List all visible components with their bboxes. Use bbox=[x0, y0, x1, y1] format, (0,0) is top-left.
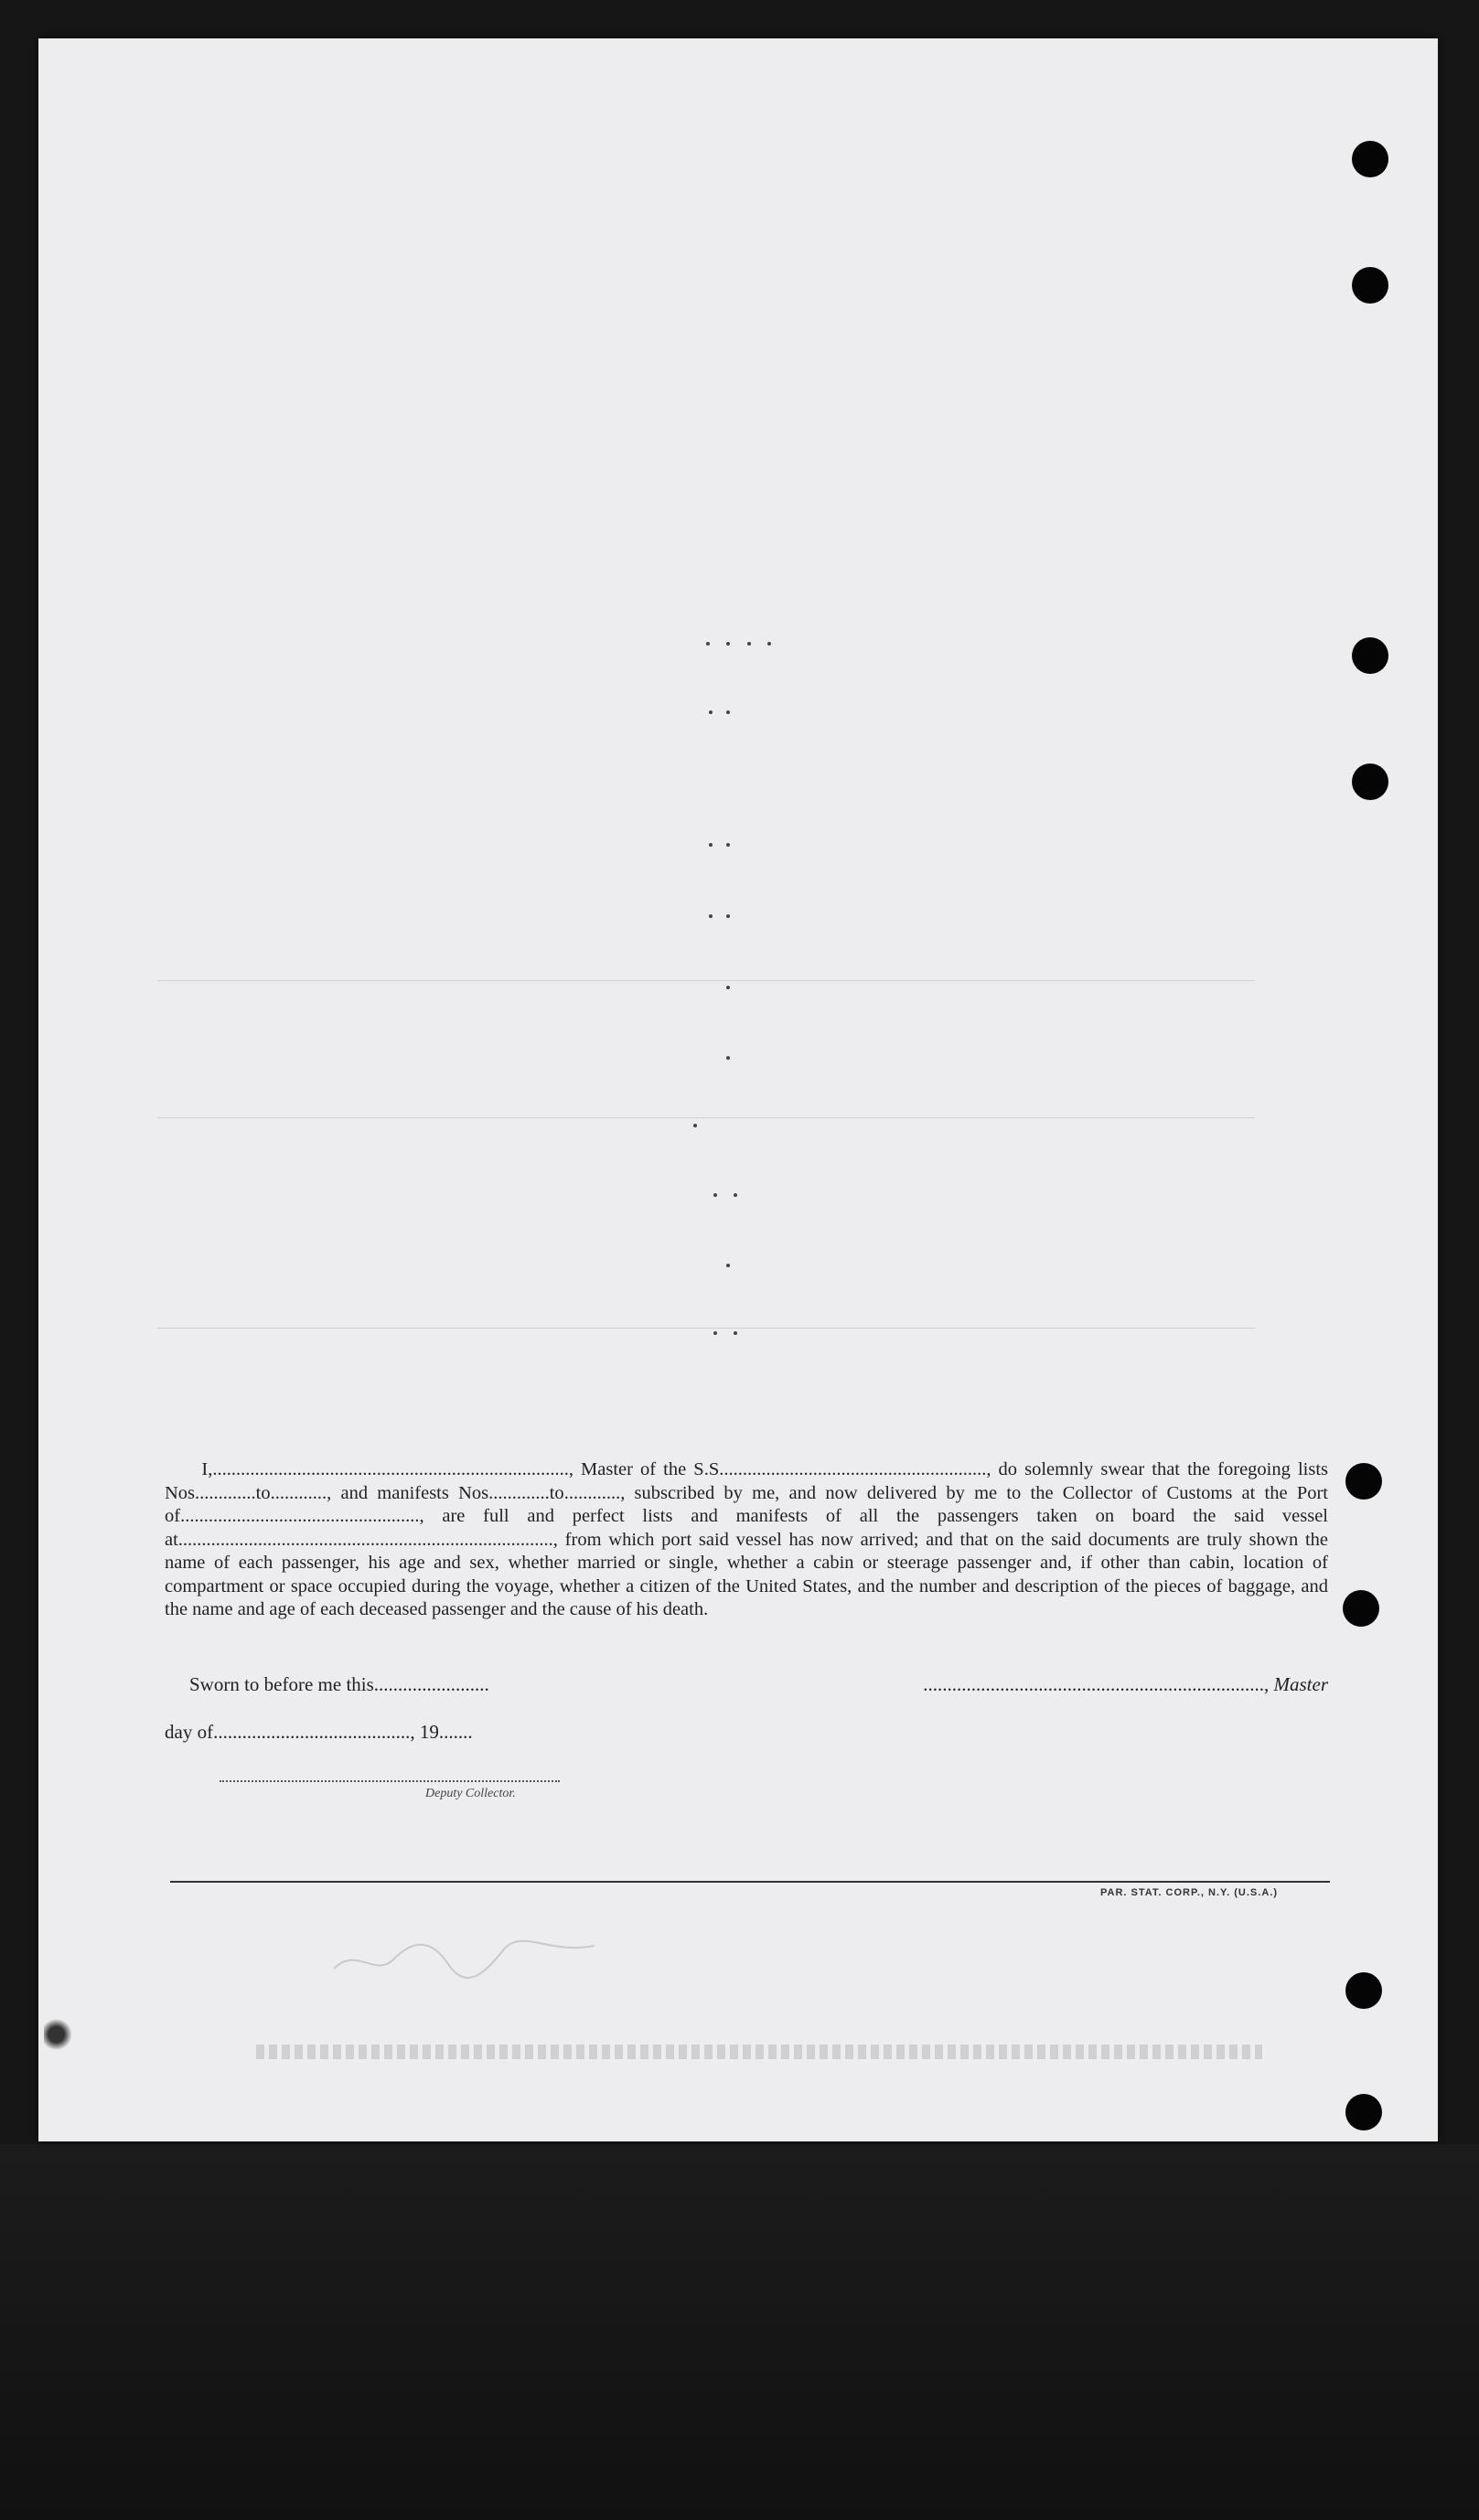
binder-hole bbox=[1352, 637, 1388, 674]
binder-hole bbox=[1343, 1590, 1379, 1627]
scan-speck bbox=[726, 914, 730, 918]
blank-port: ................................................... bbox=[180, 1506, 420, 1526]
year-prefix: , 19 bbox=[410, 1721, 439, 1743]
blank-departure-port: ................................................................................ bbox=[177, 1529, 553, 1550]
scan-speck bbox=[709, 710, 713, 714]
binder-hole bbox=[1345, 2094, 1382, 2130]
master-label: Master bbox=[1273, 1673, 1328, 1695]
oath-master-of: , Master of the S.S. bbox=[568, 1459, 724, 1479]
binder-hole bbox=[1352, 141, 1388, 177]
oath-from-which: , from which port said vessel has now arrived; and that on the said documents are truly shown the name of each passenger, his age and sex, whether married or single, whether a cabin or steerage passenger and, if other than cabin, location of compartment or space occupied during the voyage, whether a citizen of the United States, and the number and description of the pieces of baggage, and the name and age of each deceased passenger and the cause of his death. bbox=[165, 1529, 1328, 1619]
manifest-page bbox=[38, 38, 1438, 2141]
blank-sworn-day: ........................ bbox=[373, 1673, 489, 1695]
blank-day-of: ......................................... bbox=[213, 1721, 411, 1743]
reverse-side-bleed-text bbox=[256, 2045, 1262, 2059]
deputy-collector-label: Deputy Collector. bbox=[425, 1787, 516, 1800]
binder-hole bbox=[1345, 1972, 1382, 2009]
scan-speck bbox=[747, 642, 751, 646]
scan-speck bbox=[706, 642, 710, 646]
blank-manifest-to: ............ bbox=[563, 1482, 621, 1503]
master-signature-line: ......................................................................., Master bbox=[923, 1673, 1328, 1695]
scan-speck bbox=[709, 914, 713, 918]
blank-master-name: ............................................................................ bbox=[212, 1459, 569, 1479]
day-of-label: day of bbox=[165, 1721, 214, 1743]
blank-year: ....... bbox=[438, 1721, 473, 1743]
printer-mark: PAR. STAT. CORP., N.Y. (U.S.A.) bbox=[1100, 1887, 1278, 1898]
oath-solemnly: , do solemnly swear that the foregoing lists Nos. bbox=[165, 1459, 1328, 1503]
scan-speck bbox=[734, 1331, 737, 1335]
oath-full-perfect: , are full and perfect lists and manifests of all the passengers taken on board the said vessel at bbox=[165, 1506, 1328, 1550]
scan-speck bbox=[734, 1193, 737, 1197]
margin-smudge bbox=[44, 2016, 75, 2053]
ghost-line bbox=[157, 1117, 1255, 1118]
day-of-line bbox=[165, 1721, 473, 1744]
scan-speck bbox=[726, 843, 730, 847]
scan-speck bbox=[767, 642, 771, 646]
ghost-line bbox=[157, 980, 1255, 981]
blank-master-signature: ....................................................................... bbox=[923, 1673, 1264, 1695]
blank-ship-name: ........................................................ bbox=[723, 1459, 987, 1479]
oath-intro: I, bbox=[201, 1459, 213, 1479]
binder-hole bbox=[1352, 267, 1388, 304]
scan-speck bbox=[709, 843, 713, 847]
binder-hole bbox=[1345, 1463, 1382, 1500]
scan-speck bbox=[726, 642, 730, 646]
deputy-signature-line bbox=[220, 1780, 560, 1782]
scan-speck bbox=[713, 1193, 717, 1197]
blank-manifest-from: ............ bbox=[493, 1482, 550, 1503]
scan-speck bbox=[726, 986, 730, 989]
oath-and-manifests: , and manifests Nos. bbox=[327, 1482, 494, 1503]
scan-speck bbox=[726, 1056, 730, 1060]
scan-speck bbox=[726, 710, 730, 714]
ghost-line bbox=[157, 1328, 1255, 1329]
oath-subscribed: , subscribed by me, and now delivered by me to the Collector of Customs at the Port of bbox=[165, 1482, 1328, 1526]
binder-hole bbox=[1352, 763, 1388, 800]
sworn-label: Sworn to before me this bbox=[189, 1673, 374, 1695]
blank-list-from: ............ bbox=[199, 1482, 256, 1503]
scan-speck bbox=[726, 1264, 730, 1267]
oath-to-2: to bbox=[549, 1482, 564, 1503]
oath-paragraph bbox=[165, 1458, 1328, 1622]
blank-list-to: ............ bbox=[270, 1482, 327, 1503]
sworn-line bbox=[189, 1673, 489, 1696]
footer-rule bbox=[170, 1881, 1330, 1883]
scan-speck bbox=[693, 1124, 697, 1127]
oath-to-1: to bbox=[255, 1482, 271, 1503]
scan-speck bbox=[713, 1331, 717, 1335]
scanner-background bbox=[0, 2144, 1479, 2520]
faint-signature-scribble bbox=[329, 1927, 604, 1982]
